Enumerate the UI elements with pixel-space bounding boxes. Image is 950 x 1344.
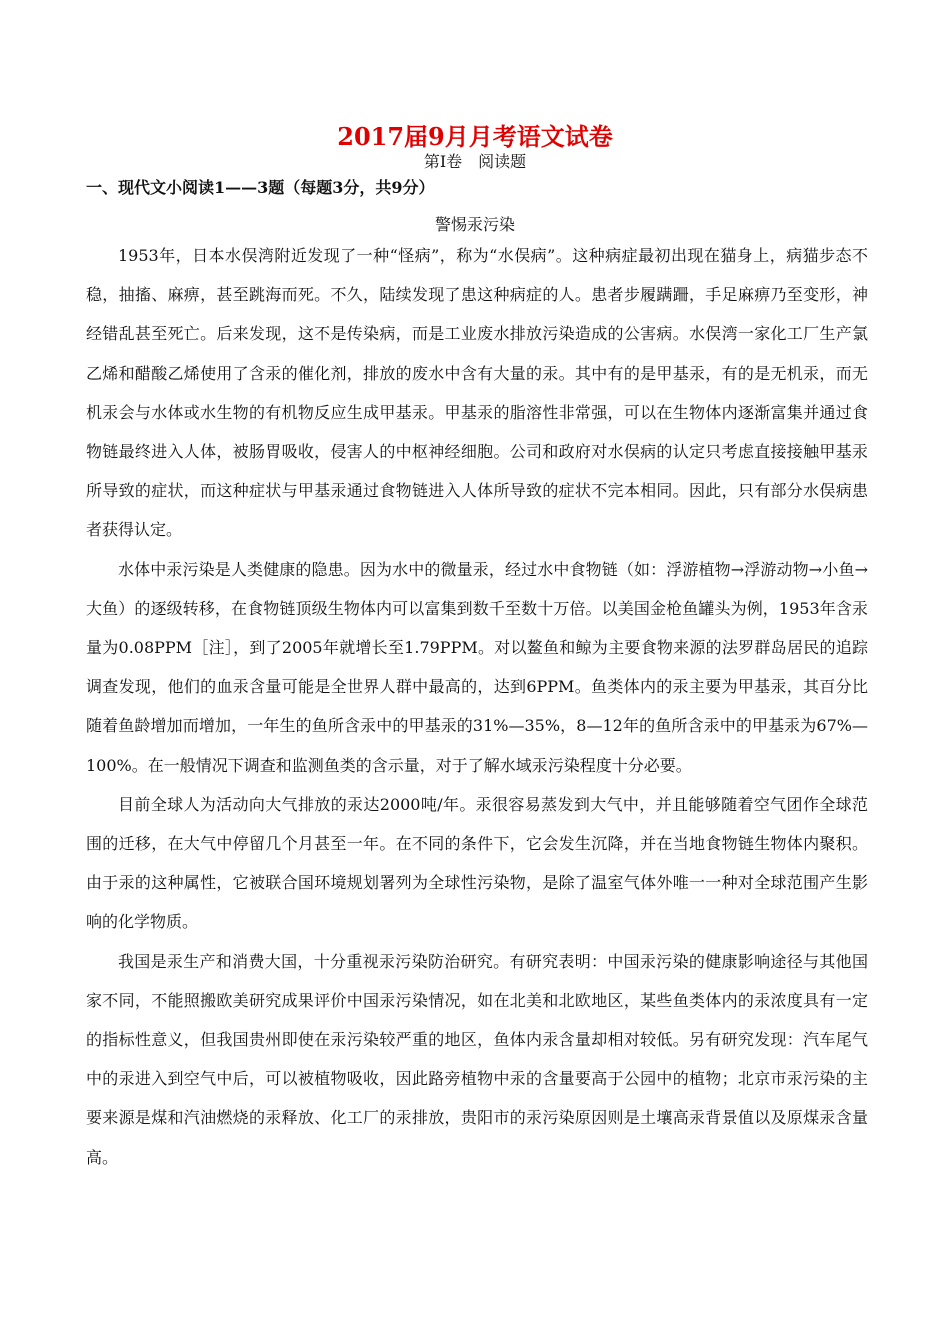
article-paragraph-4: 我国是汞生产和消费大国，十分重视汞污染防治研究。有研究表明：中国汞污染的健康影响途径与其他国家不同，不能照搬欧美研究成果评价中国汞污染情况，如在北美和北欧地区，某些鱼类体内的汞浓度具有一定的指标性意义，但我国贵州即使在汞污染较严重的地区，鱼体内汞含量却相对较低。另有研究发现：汽车尾气中的汞进入到空气中后，可以被植物吸收，因此路旁植物中汞的含量要高于公园中的植物；北京市汞污染的主要来源是煤和汽油燃烧的汞释放、化工厂的汞排放，贵阳市的汞污染原因则是土壤高汞背景值以及原煤汞含量高。 bbox=[86, 951, 868, 1167]
article-paragraph-1: 1953年，日本水俣湾附近发现了一种“怪病”，称为“水俣病”。这种病症最初出现在猫身上，病猫步态不稳，抽搐、麻痹，甚至跳海而死。不久，陆续发现了患这种病症的人。患者步履蹒跚，手足麻痹乃至变形，神经错乱甚至死亡。后来发现，这不是传染病，而是工业废水排放污染造成的公害病。水俣湾一家化工厂生产氯乙烯和醋酸乙烯使用了含汞的催化剂，排放的废水中含有大量的汞。其中有的是甲基汞，有的是无机汞，而无机汞会与水体或水生物的有机物反应生成甲基汞。甲基汞的脂溶性非常强，可以在生物体内逐渐富集并通过食物链最终进入人体，被肠胃吸收，侵害人的中枢神经细胞。公司和政府对水俣病的认定只考虑直接接触甲基汞所导致的症状，而这种症状与甲基汞通过食物链进入人体所导致的症状不完本相同。因此，只有部分水俣病患者获得认定。 bbox=[86, 246, 868, 540]
section-heading: 一、现代文小阅读1——3题（每题3分，共9分） bbox=[86, 178, 435, 197]
article-paragraph-2: 水体中汞污染是人类健康的隐患。因为水中的微量汞，经过水中食物链（如：浮游植物→浮游动物→小鱼→大鱼）的逐级转移，在食物链顶级生物体内可以富集到数千至数十万倍。以美国金枪鱼罐头为例，1953年含汞量为0.08PPM［注］，到了2005年就增长至1.79PPM。对以鳌鱼和鲸为主要食物来源的法罗群岛居民的追踪调查发现，他们的血汞含量可能是全世界人群中最高的，达到6PPM。鱼类体内的汞主要为甲基汞，其百分比随着鱼龄增加而增加，一年生的鱼所含汞中的甲基汞的31%—35%，8—12年的鱼所含汞中的甲基汞为67%—100%。在一般情况下调查和监测鱼类的含示量，对于了解水域汞污染程度十分必要。 bbox=[86, 559, 868, 775]
article-title: 警惕汞污染 bbox=[434, 215, 515, 234]
article-paragraph-3: 目前全球人为活动向大气排放的汞达2000吨/年。汞很容易蒸发到大气中，并且能够随着空气团作全球范围的迁移，在大气中停留几个月甚至一年。在不同的条件下，它会发生沉降，并在当地食物链生物体内聚积。由于汞的这种属性，它被联合国环境规划署列为全球性污染物，是除了温室气体外唯一一种对全球范围产生影响的化学物质。 bbox=[86, 794, 868, 932]
article-body bbox=[86, 236, 868, 1177]
exam-title: 2017届9月月考语文试卷 bbox=[337, 122, 613, 151]
volume-heading: 第Ⅰ卷 阅读题 bbox=[423, 152, 527, 171]
